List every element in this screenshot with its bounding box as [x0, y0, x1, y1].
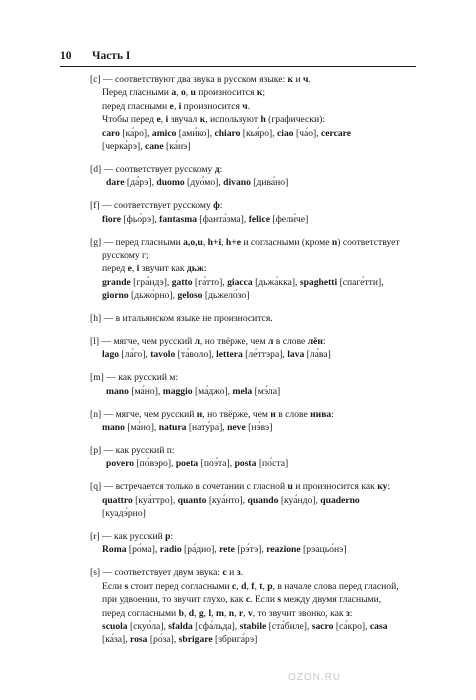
entry-line	[90, 593, 420, 606]
text-segment: [ма́но],	[128, 385, 163, 397]
bold-term: lava	[287, 349, 305, 361]
bold-term: geloso	[177, 290, 203, 302]
bold-term: quaderno	[320, 494, 360, 506]
text-segment: при удвоении, то звучит глухо, как	[102, 594, 246, 606]
bold-term: ку	[377, 481, 388, 493]
bold-term: нива	[310, 408, 332, 420]
bold-term: с	[222, 567, 227, 579]
bold-term: s	[277, 594, 282, 606]
letter-entry	[90, 371, 420, 398]
entry-line	[90, 620, 420, 633]
bold-term: r	[238, 607, 244, 619]
bold-term: chiaro	[214, 127, 241, 139]
text-segment: перед согласными	[102, 607, 179, 619]
text-segment: :	[349, 607, 353, 619]
bold-term: Roma	[102, 544, 127, 556]
text-segment: [кья́ро],	[240, 127, 278, 139]
bold-term: л	[194, 336, 200, 347]
text-segment: ,	[203, 607, 209, 619]
bold-term: h+i	[207, 236, 222, 248]
bold-term: povero	[106, 458, 135, 470]
text-segment: ,	[234, 607, 239, 619]
text-segment: ;	[262, 87, 266, 99]
entry-line	[90, 213, 420, 226]
bold-term: e	[156, 114, 161, 126]
bold-term: neve	[227, 422, 246, 434]
entry-heading-line	[90, 530, 420, 543]
text-segment: [нэ́вэ]	[245, 422, 273, 434]
entry-heading-line	[90, 312, 420, 325]
text-segment: ,	[221, 236, 226, 248]
bold-term: u	[287, 481, 293, 493]
text-segment: произносится	[181, 100, 243, 112]
text-segment: [q] — встречается только в сочетании с гласной	[90, 481, 288, 493]
entry-heading-line	[90, 371, 420, 384]
text-segment: ,	[194, 607, 199, 619]
letter-entry	[90, 530, 420, 557]
entry-line	[90, 457, 420, 470]
bold-term: h+e	[225, 236, 241, 248]
text-segment: [дьжо́рно],	[128, 290, 178, 302]
text-segment: [га́тто],	[192, 276, 228, 288]
text-segment: .	[308, 74, 311, 85]
bold-term: giacca	[227, 276, 253, 288]
entry-line	[90, 176, 420, 189]
text-segment: [r] — как русский	[90, 530, 166, 542]
bold-term: ч	[242, 100, 248, 112]
entry-heading-line	[90, 199, 420, 212]
text-segment: [по́ста]	[256, 458, 289, 470]
watermark: OZON.RU	[288, 672, 342, 683]
bold-term: maggio	[162, 385, 193, 397]
bold-term: posta	[234, 458, 257, 470]
text-segment: [фели́че]	[270, 213, 309, 225]
text-segment: ) соответствует	[337, 236, 400, 248]
text-segment: [та́воло],	[175, 349, 217, 361]
entry-heading-line	[90, 444, 420, 457]
bold-term: fiore	[102, 213, 122, 225]
text-segment: и	[226, 567, 237, 579]
text-segment: [ма́но],	[124, 422, 159, 434]
entry-heading-line	[90, 73, 420, 86]
entry-line	[90, 580, 420, 593]
text-segment: [да́рэ],	[124, 177, 157, 189]
bold-term: з	[236, 567, 241, 579]
bold-term: felice	[248, 213, 270, 225]
text-segment: [ча́о],	[293, 127, 322, 139]
text-segment: [d] — соответствует русскому	[90, 163, 215, 175]
text-segment: [дива́но]	[250, 177, 289, 189]
bold-term: t	[259, 580, 263, 592]
bold-term: lago	[102, 349, 120, 361]
bold-term: dare	[106, 177, 125, 189]
text-segment: :	[219, 163, 223, 175]
entry-heading-line	[90, 335, 420, 348]
text-segment: [ро́за],	[147, 634, 179, 646]
bold-term: g	[198, 607, 204, 619]
bold-term: h	[260, 114, 266, 126]
text-segment: [ма́джо],	[192, 385, 233, 397]
text-segment: ,	[223, 607, 229, 619]
text-segment: и	[293, 74, 304, 85]
bold-term: divano	[223, 177, 251, 189]
entry-line	[90, 100, 420, 113]
bold-term: s	[124, 580, 129, 592]
bold-term: ч	[303, 74, 309, 85]
text-segment: [ро́ма],	[126, 544, 160, 556]
text-segment: :	[203, 263, 207, 275]
text-segment: [сфа́льда],	[192, 620, 240, 632]
bold-term: f	[251, 580, 255, 592]
text-segment: , но твёрже, чем	[202, 408, 271, 420]
bold-term: poeta	[175, 458, 199, 470]
bold-term: c	[232, 580, 237, 592]
bold-term: m	[215, 607, 224, 619]
bold-term: р	[165, 530, 171, 542]
bold-term: e	[169, 100, 174, 112]
text-segment: ,	[246, 580, 252, 592]
text-segment: [l] — мягче, чем русский	[90, 336, 195, 347]
text-segment: [ла́ва]	[304, 349, 331, 361]
text-segment: между двумя гласными,	[281, 594, 382, 606]
part-title: Часть I	[92, 50, 131, 62]
bold-term: ciao	[277, 127, 294, 139]
text-segment: звучал	[168, 114, 200, 126]
text-segment: .	[240, 567, 243, 579]
bold-term: cercare	[321, 127, 352, 139]
text-segment: ,	[160, 114, 166, 126]
bold-term: n	[331, 236, 338, 248]
bold-term: к	[199, 114, 206, 126]
bold-term: spaghetti	[299, 276, 338, 288]
bold-term: mela	[232, 385, 253, 397]
text-segment: [поэ́та],	[198, 458, 235, 470]
entry-line	[90, 348, 420, 361]
text-segment: Чтобы перед	[102, 114, 157, 126]
bold-term: ф	[213, 200, 220, 212]
text-segment: , используют	[205, 114, 261, 126]
bold-term: giorno	[102, 290, 129, 302]
bold-term: o	[180, 87, 186, 99]
text-segment: [f] — соответствует русскому	[90, 200, 214, 212]
bold-term: stabile	[239, 620, 267, 632]
bold-term: fantasma	[159, 213, 197, 225]
text-segment: [куа́ттро],	[132, 494, 178, 506]
text-segment: [скуо́ла],	[127, 620, 169, 632]
header-rule	[60, 66, 416, 67]
text-segment: [c] — соответствуют два звука в русском языке:	[90, 74, 288, 85]
text-segment: [гра́ндэ],	[130, 276, 172, 288]
text-segment: . Если	[250, 594, 278, 606]
text-segment: ,	[131, 263, 137, 275]
text-segment: .	[247, 100, 251, 112]
bold-term: д	[214, 163, 220, 175]
text-segment: [m] — как русский м:	[90, 372, 179, 384]
text-segment: , в начале слова перед гласной,	[272, 580, 399, 592]
text-segment: [дьжело́зо]	[202, 290, 250, 302]
text-segment: :	[322, 336, 326, 347]
text-segment: перед гласными	[102, 100, 170, 112]
bold-term: i	[165, 114, 169, 126]
bold-term: з	[345, 607, 350, 619]
bold-term: cane	[145, 141, 164, 153]
text-segment: [ла́го],	[119, 349, 151, 361]
text-segment: [ста́биле],	[266, 620, 312, 632]
bold-term: н	[196, 408, 203, 420]
text-segment: и произносится как	[292, 481, 378, 493]
text-segment: ,	[202, 236, 208, 248]
bold-term: a,o,u	[183, 236, 203, 248]
text-segment: ,	[262, 580, 268, 592]
text-segment: ,	[183, 607, 189, 619]
bold-term: дьж	[186, 263, 204, 275]
text-segment: Если	[102, 580, 125, 592]
bold-term: radio	[159, 544, 182, 556]
letter-entry	[90, 236, 420, 303]
bold-term: e	[127, 263, 132, 275]
entry-heading-line	[90, 408, 420, 421]
entry-line	[90, 113, 420, 126]
text-segment: :	[219, 200, 223, 212]
letter-entry	[90, 480, 420, 520]
text-segment: ,	[243, 607, 248, 619]
entry-line	[90, 289, 420, 302]
text-segment: :	[331, 408, 334, 420]
text-segment: [дуо́мо],	[184, 177, 224, 189]
text-segment: в слове	[275, 408, 311, 420]
bold-term: mano	[106, 385, 129, 397]
bold-term: quando	[247, 494, 279, 506]
entry-heading-line	[90, 566, 420, 579]
text-segment: [фанта́зма],	[197, 213, 249, 225]
text-segment: [h] — в итальянском языке не произносится.	[90, 313, 273, 325]
bold-term: quanto	[177, 494, 207, 506]
text-segment: :	[170, 530, 174, 542]
text-segment: [g] — перед гласными	[90, 236, 184, 248]
bold-term: i	[136, 263, 140, 275]
text-segment: [куадэ́рно]	[102, 508, 146, 520]
text-segment: [по́вэро],	[134, 458, 176, 470]
letter-entry	[90, 335, 420, 362]
entry-line	[90, 607, 420, 620]
text-segment: [мэ́ла]	[252, 385, 281, 397]
text-segment: (графически):	[265, 114, 325, 126]
bold-term: a	[171, 87, 177, 99]
text-segment: [p] — как русский п:	[90, 444, 175, 456]
bold-term: tavolo	[150, 349, 176, 361]
text-segment: русскому г;	[102, 249, 149, 261]
bold-term: casa	[369, 620, 388, 632]
bold-term: b	[178, 607, 184, 619]
bold-term: n	[228, 607, 235, 619]
bold-term: sbrigare	[178, 634, 213, 646]
bold-term: p	[267, 580, 273, 592]
text-segment: [ами́ко],	[176, 127, 215, 139]
bold-term: к	[256, 87, 263, 99]
entry-line	[90, 421, 420, 434]
text-segment: [спаге́тти],	[337, 276, 384, 288]
pronunciation-table	[90, 73, 420, 656]
bold-term: d	[241, 580, 247, 592]
entry-heading-line	[90, 236, 420, 249]
entry-line	[90, 507, 420, 520]
letter-entry	[90, 566, 420, 646]
text-segment: ,	[211, 607, 216, 619]
entry-line	[90, 494, 420, 507]
bold-term: v	[247, 607, 253, 619]
letter-entry	[90, 199, 420, 226]
text-segment: [ра́дио],	[181, 544, 220, 556]
text-segment: звучит как	[139, 263, 187, 275]
bold-term: н	[270, 408, 276, 420]
text-segment: [дьжа́кка],	[252, 276, 300, 288]
entry-heading-line	[90, 480, 420, 493]
page-number: 10	[60, 50, 72, 62]
entry-line	[90, 633, 420, 646]
bold-term: quattro	[102, 494, 133, 506]
bold-term: с	[245, 594, 251, 606]
bold-term: d	[188, 607, 195, 619]
bold-term: л	[268, 336, 274, 347]
entry-line	[90, 127, 420, 140]
text-segment: [куа́ндо],	[278, 494, 321, 506]
letter-entry	[90, 163, 420, 190]
bold-term: sacro	[311, 620, 334, 632]
entry-line	[90, 262, 420, 275]
text-segment: [ка́ро],	[119, 127, 152, 139]
entry-line	[90, 385, 420, 398]
text-segment: [s] — соответствует двум звука:	[90, 567, 223, 579]
text-segment: , то звучит звонко, как	[252, 607, 346, 619]
text-segment: [черка́рэ],	[102, 141, 145, 153]
bold-term: gatto	[171, 276, 193, 288]
text-segment: ,	[176, 87, 181, 99]
text-segment: [рэацьо́нэ]	[300, 544, 347, 556]
text-segment: [рэ́тэ],	[234, 544, 267, 556]
entry-line	[90, 86, 420, 99]
text-segment: [нату́ра],	[186, 422, 228, 434]
text-segment: [ка́нэ]	[163, 141, 191, 153]
bold-term: u	[190, 87, 196, 99]
letter-entry	[90, 312, 420, 325]
bold-term: sfalda	[168, 620, 193, 632]
bold-term: scuola	[102, 620, 128, 632]
text-segment: , но твёрже, чем	[200, 336, 269, 347]
entry-line	[90, 140, 420, 153]
text-segment: ,	[173, 100, 179, 112]
text-segment: Перед гласными	[102, 87, 172, 99]
entry-line	[90, 249, 420, 262]
text-segment: [ле́ттэра],	[242, 349, 288, 361]
text-segment: ,	[185, 87, 191, 99]
text-segment: произносится	[195, 87, 257, 99]
bold-term: natura	[158, 422, 187, 434]
text-segment: [збрига́рэ]	[212, 634, 258, 646]
bold-term: к	[287, 74, 294, 85]
text-segment: и согласными (кроме	[240, 236, 332, 248]
bold-term: лён	[307, 336, 323, 347]
text-segment: в слове	[273, 336, 308, 347]
bold-term: grande	[102, 276, 131, 288]
text-segment: [n] — мягче, чем русский	[90, 408, 197, 420]
bold-term: mano	[102, 422, 125, 434]
bold-term: i	[178, 100, 182, 112]
text-segment: [фьо́рэ],	[121, 213, 160, 225]
text-segment: перед	[102, 263, 128, 275]
entry-line	[90, 543, 420, 556]
bold-term: duomo	[156, 177, 185, 189]
text-segment: ,	[254, 580, 260, 592]
text-segment: [ка́за],	[102, 634, 131, 646]
text-segment: :	[387, 481, 391, 493]
letter-entry	[90, 408, 420, 435]
bold-term: l	[208, 607, 212, 619]
bold-term: amico	[151, 127, 177, 139]
bold-term: rosa	[130, 634, 148, 646]
letter-entry	[90, 73, 420, 153]
text-segment: ,	[236, 580, 242, 592]
text-segment: стоит перед согласными	[128, 580, 233, 592]
text-segment: [са́кро],	[333, 620, 370, 632]
entry-heading-line	[90, 163, 420, 176]
bold-term: caro	[102, 127, 120, 139]
bold-term: reazione	[266, 544, 301, 556]
text-segment: [куа́нто],	[206, 494, 248, 506]
entry-line	[90, 276, 420, 289]
letter-entry	[90, 444, 420, 471]
bold-term: lettera	[216, 349, 243, 361]
bold-term: rete	[219, 544, 235, 556]
